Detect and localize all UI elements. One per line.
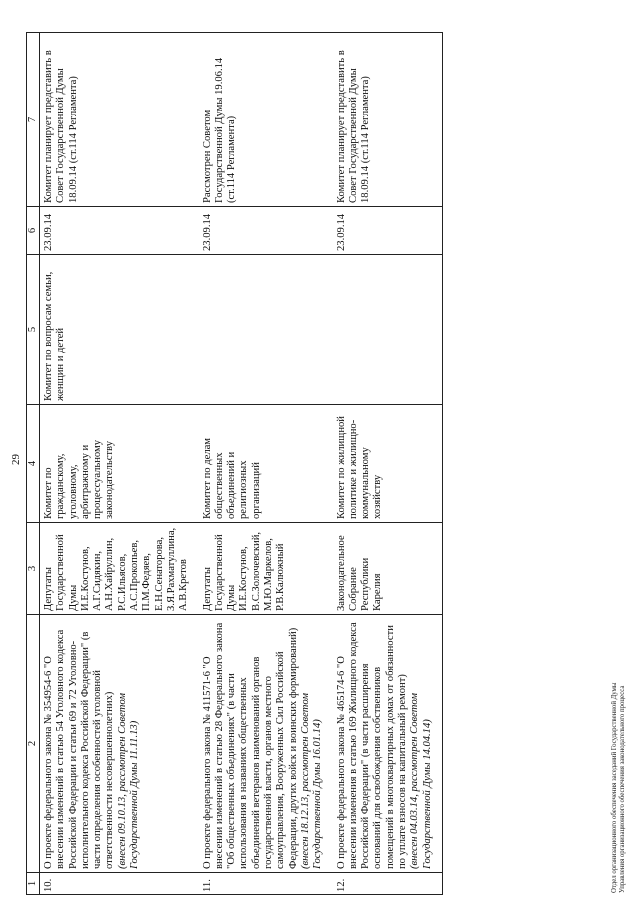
bill-description: О проекте федерального закона № 411571-6 "О внесении изменений в статью 28 Федерального закона "Об общественных объединениях" (в части использования в названиях общественных объединений ветеранов наименований органов государственной власти, органов местного самоуправления, Вооруженных Сил Российской Федерации, других войск и воинских формирований) <box>201 622 299 869</box>
co-executor-committee <box>199 255 333 405</box>
page-number: 29 <box>10 454 22 465</box>
column-header: 5 <box>27 255 40 405</box>
footer-line: Управления организационного обеспечения законодательного процесса <box>619 685 626 893</box>
row-number: 10. <box>40 873 199 895</box>
column-header: 2 <box>27 615 40 873</box>
co-executor-committee <box>333 255 443 405</box>
review-date: 23.09.14 <box>333 207 443 255</box>
table-row <box>333 33 443 895</box>
table-row <box>199 33 333 895</box>
responsible-committee: Комитет по гражданскому, уголовному, арбитражному и процессуальному законодательству <box>40 405 199 523</box>
bill-status: Рассмотрен Советом Государственной Думы 19.06.14 (ст.114 Регламента) <box>199 33 333 207</box>
bills-table <box>26 32 443 895</box>
bill-submission-note: (внесен 04.03.14, рассмотрен Советом Государственной Думы 14.04.14) <box>409 693 433 869</box>
review-date: 23.09.14 <box>199 207 333 255</box>
column-number-header <box>27 33 40 895</box>
bill-description: О проекте федерального закона № 354954-6 "О внесении изменений в статью 54 Уголовного кодекса Российской Федерации и статьи 69 и 72 Уголовно-исполнительного кодекса Российской Федерации" (в части определения особенностей уголовной ответственности несовершеннолетних) <box>43 629 116 869</box>
responsible-committee: Комитет по жилищной политике и жилищно-коммунальному хозяйству <box>333 405 443 523</box>
table-row <box>40 33 199 895</box>
bill-description-cell <box>40 615 199 873</box>
review-date: 23.09.14 <box>40 207 199 255</box>
row-number: 12. <box>333 873 443 895</box>
column-header: 7 <box>27 33 40 207</box>
bill-author: Законодательное Собрание Республики Карелия <box>333 523 443 615</box>
bill-submission-note: (внесен 09.10.13, рассмотрен Советом Государственной Думы 11.11.13) <box>116 693 141 869</box>
column-header: 1 <box>27 873 40 895</box>
column-header: 6 <box>27 207 40 255</box>
footer-line: Отдел организационного обеспечения заседаний Государственной Думы <box>611 682 618 893</box>
bill-description-cell <box>199 615 333 873</box>
bill-submission-note: (внесен 18.12.13, рассмотрен Советом Государственной Думы 16.01.14) <box>299 693 324 869</box>
column-header: 3 <box>27 523 40 615</box>
bill-author: Депутаты Государственной Думы И.Е.Костунов, А.Г.Сидякин, А.Н.Хайруллин, Р.С.Ильясов, А.С.Прокопьев, П.М.Федяев, Е.Н.Сенаторова, З.Я.Рахматуллина, А.В.Кретов <box>40 523 199 615</box>
bill-status: Комитет планирует представить в Совет Государственной Думы 18.09.14 (ст.114 Регламента) <box>40 33 199 207</box>
bill-author: Депутаты Государственной Думы И.Е.Костунов, В.С.Золочевский, М.Ю.Маркелов, Р.В.Калюжный <box>199 523 333 615</box>
co-executor-committee: Комитет по вопросам семьи, женщин и детей <box>40 255 199 405</box>
document-footer <box>611 683 627 893</box>
responsible-committee: Комитет по делам общественных объединений и религиозных организаций <box>199 405 333 523</box>
column-header: 4 <box>27 405 40 523</box>
row-number: 11. <box>199 873 333 895</box>
bill-description: О проекте федерального закона № 465174-6 "О внесении изменения в статью 169 Жилищного кодекса Российской Федерации" (в части расширения оснований для освобождения собственников помещений в многоквартирных домах от обязанности по уплате взносов на капитальный ремонт) <box>335 622 409 869</box>
bill-description-cell <box>333 615 443 873</box>
bill-status: Комитет планирует представить в Совет Государственной Думы 18.09.14 (ст.114 Регламента) <box>333 33 443 207</box>
